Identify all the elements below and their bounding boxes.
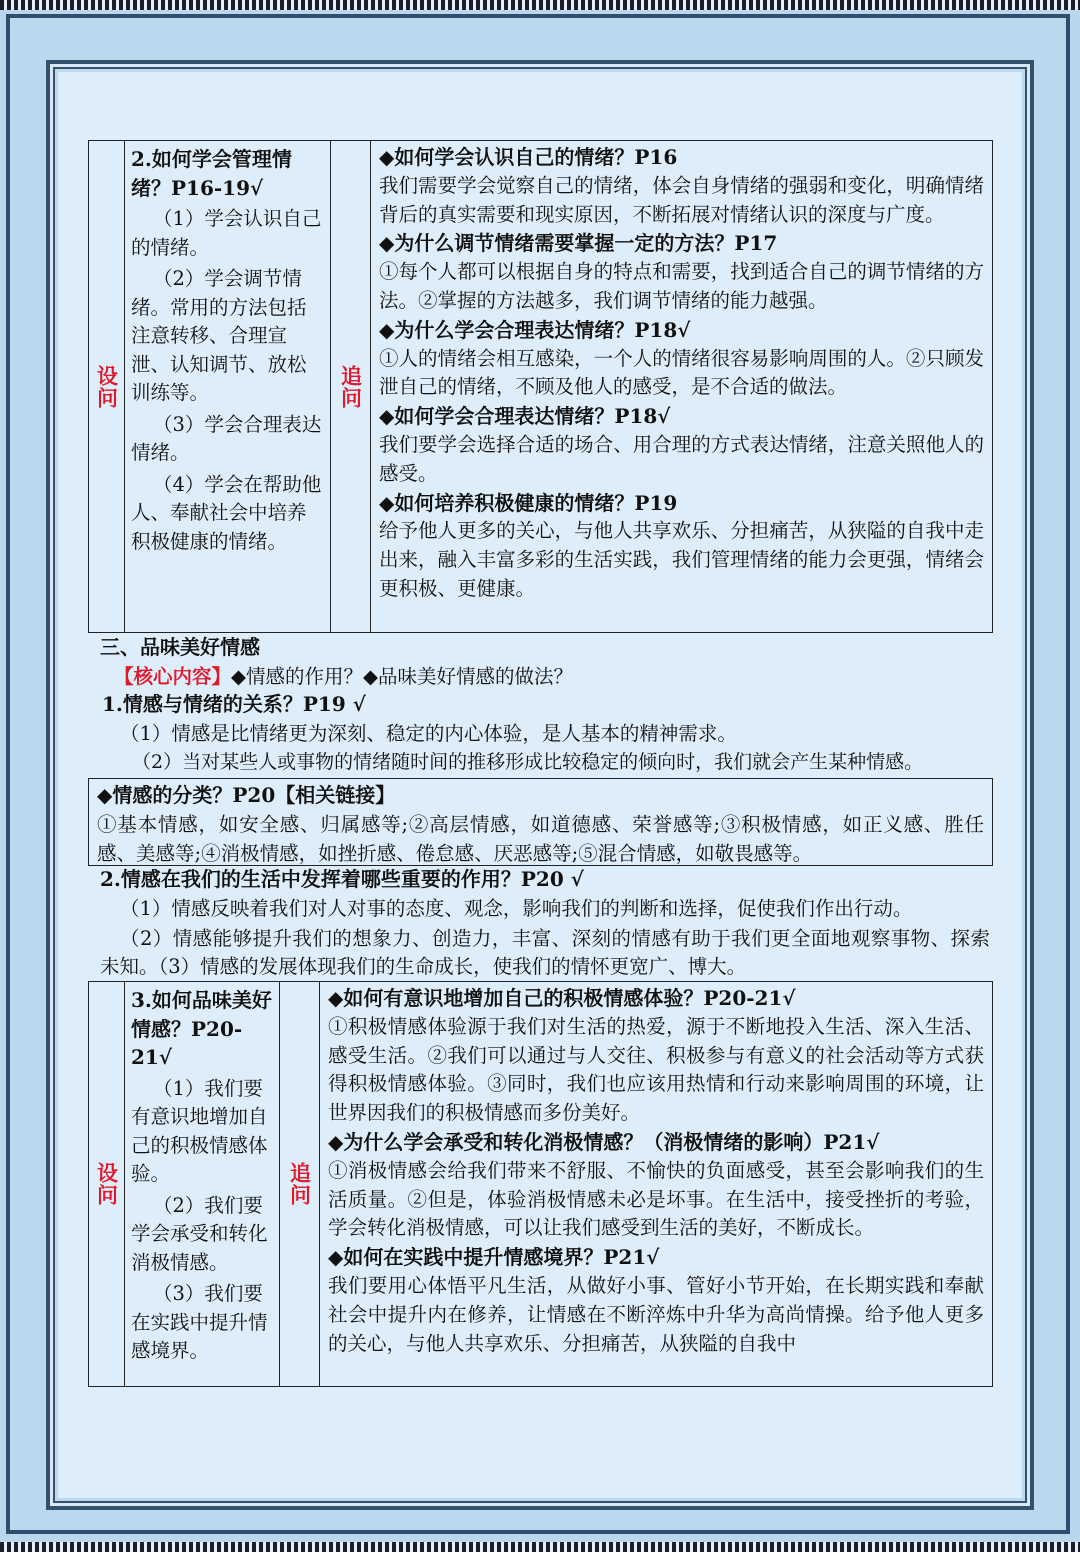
followup-answer: 我们需要学会觉察自己的情绪，体会自身情绪的强弱和变化，明确情绪背后的真实需要和现实原因，不断拓展对情绪认识的深度与广度。 xyxy=(379,173,984,226)
left-tag-cell xyxy=(89,141,125,632)
followup-question: ◆如何学会认识自己的情绪？P16 xyxy=(379,145,678,169)
answer-point: （3）我们要在实践中提升情感境界。 xyxy=(131,1282,268,1362)
followup-question: ◆如何学会合理表达情绪？P18√ xyxy=(379,404,671,429)
question-table-1 xyxy=(88,140,993,633)
followup-question: ◆为什么学会合理表达情绪？P18√ xyxy=(379,317,691,342)
left-tag-cell xyxy=(89,982,125,1386)
q1-title: 1.情感与情绪的关系？P19 √ xyxy=(102,692,366,716)
left-tag: 设问 xyxy=(94,1162,120,1206)
followup-answer: 我们要用心体悟平凡生活，从做好小事、管好小节开始，在长期实践和奉献社会中提升内在修养，让情感在不断淬炼中升华为高尚情操。给予他人更多的关心，与他人共享欢乐、分担痛苦，从狭隘的自我中 xyxy=(328,1273,984,1355)
followup-question: ◆如何培养积极健康的情绪？P19 xyxy=(379,490,678,515)
followup-answer: 给予他人更多的关心，与他人共享欢乐、分担痛苦，从狭隘的自我中走出来，融入丰富多彩的生活实践，我们管理情绪的能力会更强，情绪会更积极、更健康。 xyxy=(379,519,984,600)
answer-point: （2）我们要学会承受和转化消极情感。 xyxy=(131,1193,268,1274)
core-content-line xyxy=(114,662,573,691)
followup-question: ◆为什么调节情绪需要掌握一定的方法？P17 xyxy=(379,231,778,256)
followup-cell xyxy=(320,982,992,1386)
q2-point-2: （2）情感能够提升我们的想象力、创造力，丰富、深刻的情感有助于我们更全面地观察事物、探索未知。（3）情感的发展体现我们的生命成长，使我们的情怀更宽广、博大。 xyxy=(100,927,990,978)
answer-point: （1）学会认识自己的情绪。 xyxy=(131,207,322,259)
section-title: 三、品味美好情感 xyxy=(100,635,260,659)
q2-point-1: （1）情感反映着我们对人对事的态度、观念，影响我们的判断和选择，促使我们作出行动。 xyxy=(120,897,913,920)
followup-answer: ①积极情感体验源于我们对生活的热爱，源于不断地投入生活、深入生活、感受生活。②我们可以通过与人交往、积极参与有意义的社会活动等方式获得积极情感体验。③同时，我们也应该用热情和行动来影响周围的环境，让世界因我们的积极情感而多份美好。 xyxy=(328,1014,984,1125)
box-title: ◆情感的分类？P20【相关链接】 xyxy=(97,783,396,807)
left-tag: 设问 xyxy=(94,364,120,409)
right-tag: 追问 xyxy=(287,1162,313,1206)
right-tag: 追问 xyxy=(338,364,364,409)
answer-point: （2）学会调节情绪。常用的方法包括注意转移、合理宣泄、认知调节、放松训练等。 xyxy=(131,267,307,404)
followup-question: ◆如何在实践中提升情感境界？P21√ xyxy=(328,1245,660,1270)
q1-point-2: （2）当对某些人或事物的情绪随时间的推移形成比较稳定的倾向时，我们就会产生某种情感。 xyxy=(132,751,924,773)
box-text: ①基本情感，如安全感、归属感等;②高层情感，如道德感、荣誉感等;③积极情感，如正义感、胜任感、美感等;④消极情感，如挫折感、倦怠感、厌恶感等;⑤混合情感，如敬畏感等。 xyxy=(97,813,984,865)
followup-answer: 我们要学会选择合适的场合、用合理的方式表达情绪，注意关照他人的感受。 xyxy=(379,432,984,485)
followup-question: ◆为什么学会承受和转化消极情感？（消极情绪的影响）P21√ xyxy=(328,1129,880,1154)
right-tag-cell xyxy=(280,982,320,1386)
followup-answer: ①消极情感会给我们带来不舒服、不愉快的负面感受，甚至会影响我们的生活质量。②但是，体验消极情感未必是坏事。在生活中，接受挫折的考验，学会转化消极情感，可以让我们感受到生活的美好，不断成长。 xyxy=(328,1158,984,1240)
core-label: 【核心内容】 xyxy=(114,665,232,688)
question-title: 3.如何品味美好情感？P20-21√ xyxy=(131,988,272,1069)
dotted-border-bottom xyxy=(0,1542,1080,1552)
left-answer-cell xyxy=(125,141,331,632)
right-tag-cell xyxy=(331,141,371,632)
followup-answer: ①人的情绪会相互感染，一个人的情绪很容易影响周围的人。②只顾发泄自己的情绪，不顾及他人的感受，是不合适的做法。 xyxy=(379,346,984,399)
left-answer-cell xyxy=(125,982,280,1386)
question-title: 2.如何学会管理情绪？P16-19√ xyxy=(131,147,292,200)
q2-title: 2.情感在我们的生活中发挥着哪些重要的作用？P20 √ xyxy=(100,867,584,891)
answer-point: （3）学会合理表达情绪。 xyxy=(131,412,322,464)
followup-question: ◆如何有意识地增加自己的积极情感体验？P20-21√ xyxy=(328,986,796,1010)
core-text: ◆情感的作用？◆品味美好情感的做法？ xyxy=(231,665,574,688)
classification-box xyxy=(88,778,993,866)
followup-answer: ①每个人都可以根据自身的特点和需要，找到适合自己的调节情绪的方法。②掌握的方法越多，我们调节情绪的能力越强。 xyxy=(379,260,984,312)
followup-cell xyxy=(371,141,992,632)
q1-point-1: （1）情感是比情绪更为深刻、稳定的内心体验，是人基本的精神需求。 xyxy=(120,722,737,745)
question-table-2 xyxy=(88,981,993,1387)
answer-point: （4）学会在帮助他人、奉献社会中培养积极健康的情绪。 xyxy=(131,472,322,553)
answer-point: （1）我们要有意识地增加自己的积极情感体验。 xyxy=(131,1076,268,1185)
dotted-border-top xyxy=(0,0,1080,10)
